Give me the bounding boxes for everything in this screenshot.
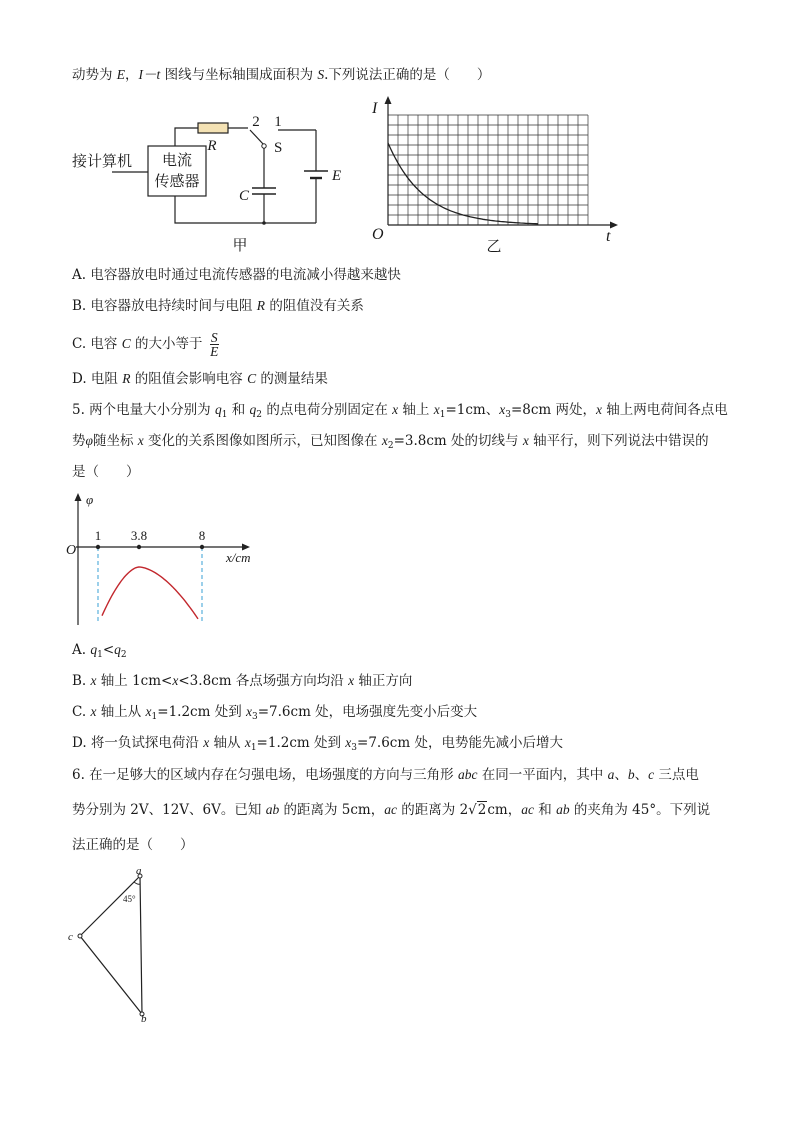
- svg-text:O: O: [372, 226, 384, 243]
- svg-text:电流: 电流: [161, 153, 193, 169]
- svg-text:1: 1: [274, 114, 282, 130]
- circuit-diagram-jia: [70, 108, 360, 258]
- svg-text:2: 2: [252, 114, 260, 130]
- q6-stem-line3: 法正确的是（ ）: [72, 837, 194, 853]
- tick-point-1: [96, 545, 100, 549]
- svg-text:t: t: [606, 228, 611, 245]
- angle-45-label: 45°: [123, 894, 136, 904]
- q4-option-c: C. 电容 C 的大小等于 $\frac{S}{E}$: [72, 330, 219, 359]
- svg-text:a: a: [136, 865, 142, 877]
- potential-curve: [102, 567, 198, 619]
- triangle-abc: [68, 862, 168, 1026]
- caption-jia: 甲: [232, 238, 248, 254]
- svg-text:c: c: [68, 931, 73, 943]
- x-axis-label: x/cm: [226, 550, 251, 565]
- svg-text:φ: φ: [86, 492, 94, 507]
- q5-stem-line3: 是（ ）: [72, 464, 140, 480]
- switch-S-blade: [250, 130, 264, 145]
- tick-point-8: [200, 545, 204, 549]
- q5-stem-line1: 5. 两个电量大小分别为 $q_1$ 和 $q_2$ 的点电荷分别固定在 x 轴上 $x_1=1cm$、$x_3=8cm$ 两处，x 轴上两电荷间各点电: [72, 402, 728, 420]
- current-time-graph-yi: [364, 93, 624, 258]
- caption-yi: 乙: [486, 239, 502, 255]
- q5-option-a: A. $q_1<q_2$: [72, 642, 127, 660]
- q6-stem-line2: 势分别为 2V、12V、6V。已知 ab 的距离为 5cm，ac 的距离为 2√2cm，ac 和 ab 的夹角为 45°。下列说: [72, 802, 711, 818]
- fraction-S-over-E: $\frac{S}{E}$: [210, 330, 219, 359]
- vertex-c: [78, 934, 82, 938]
- q5-option-c: C. x 轴上从 $x_1=1.2cm$ 处到 $x_3=7.6cm$ 处，电场强度先变小后变大: [72, 704, 478, 722]
- tick-point-3.8: [137, 545, 141, 549]
- q4-option-b: B. 电容器放电持续时间与电阻 R 的阻值没有关系: [72, 298, 364, 314]
- tick-label-1: 1: [94, 528, 102, 543]
- q5-option-d: D. 将一负试探电荷沿 x 轴从 $x_1=1.2cm$ 处到 $x_3=7.6cm$ 处，电势能先减小后增大: [72, 735, 563, 753]
- svg-text:传感器: 传感器: [154, 174, 200, 190]
- svg-text:I: I: [372, 100, 378, 117]
- q5-stem-line2: 势φ随坐标 x 变化的关系图像如图所示，已知图像在 $x_2=3.8cm$ 处的切线与 x 轴平行，则下列说法中错误的: [72, 433, 709, 451]
- tick-label-3.8: 3.8: [130, 528, 148, 543]
- svg-text:E: E: [332, 168, 342, 184]
- svg-text:C: C: [239, 188, 250, 204]
- q6-stem-line1: 6. 在一足够大的区域内存在匀强电场，电场强度的方向与三角形 abc 在同一平面内，其中 a、b、c 三点电: [72, 767, 699, 783]
- q5-option-b: B. x 轴上 1cm<x<3.8cm 各点场强方向均沿 x 轴正方向: [72, 673, 413, 689]
- q4-option-d: D. 电阻 R 的阻值会影响电容 C 的测量结果: [72, 371, 328, 387]
- svg-text:b: b: [141, 1013, 147, 1025]
- two-root-two-expression: 2√2cm: [459, 802, 508, 818]
- potential-position-graph: [66, 490, 270, 630]
- resistor-R: [198, 123, 228, 133]
- tick-label-8: 8: [198, 528, 206, 543]
- q4-stem: 动势为 E，I－t 图线与坐标轴围成面积为 S.下列说法正确的是（ ）: [72, 67, 491, 83]
- svg-text:O: O: [66, 543, 77, 558]
- computer-label: 接计算机: [72, 154, 133, 170]
- svg-text:S: S: [274, 140, 283, 156]
- q4-option-a: A. 电容器放电时通过电流传感器的电流减小得越来越快: [72, 267, 401, 283]
- svg-text:R: R: [207, 138, 217, 154]
